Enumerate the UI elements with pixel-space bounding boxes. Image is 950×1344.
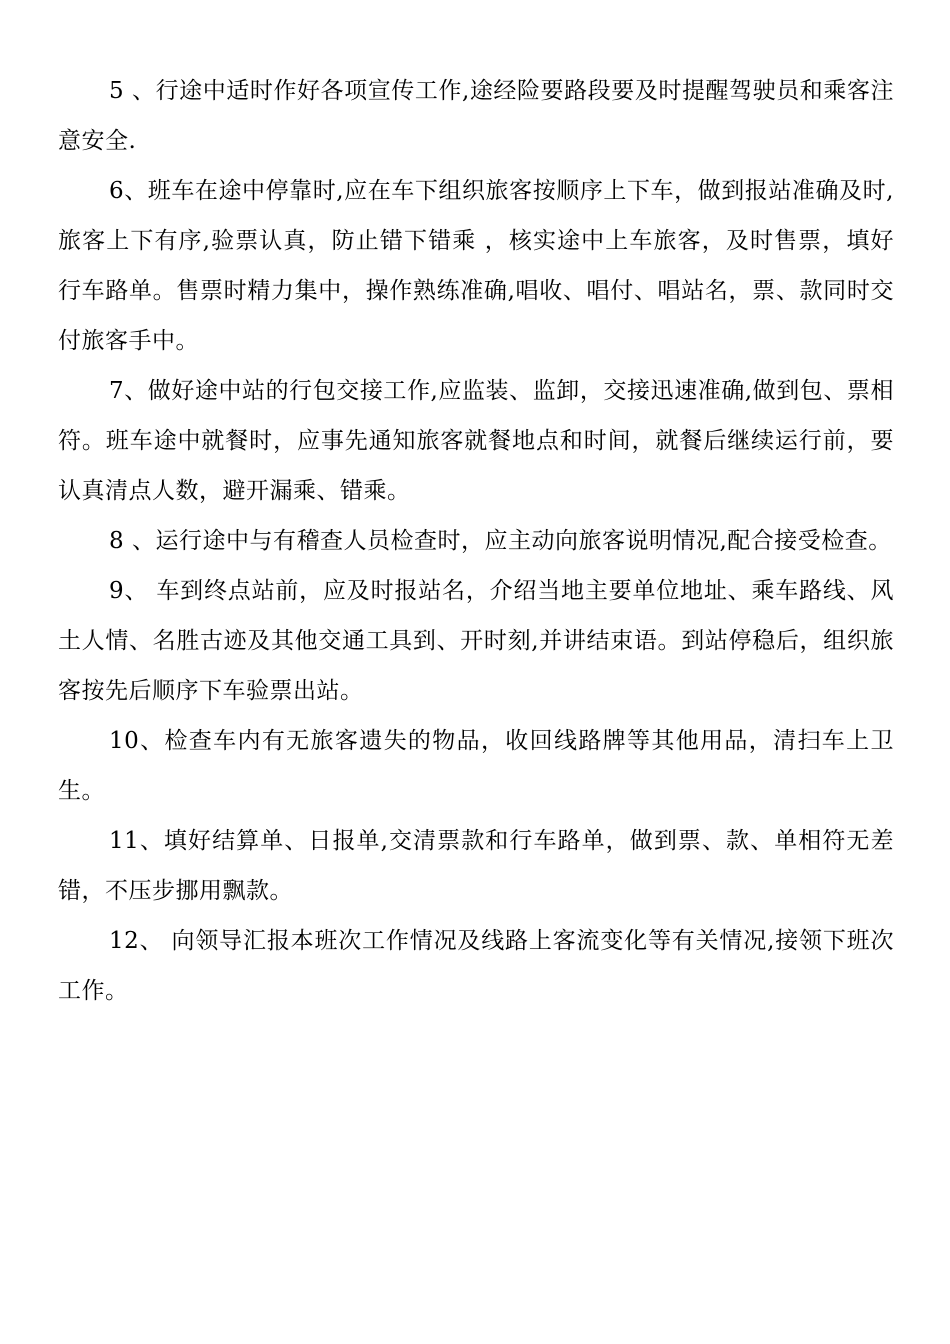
- document-body: [58, 66, 894, 1016]
- paragraph-item-7: 7、做好途中站的行包交接工作,应监装、监卸，交接迅速准确,做到包、票相符。班车途中就餐时，应事先通知旅客就餐地点和时间，就餐后继续运行前，要认真清点人数，避开漏乘、错乘。: [58, 378, 894, 504]
- paragraph-item-9: 9、 车到终点站前，应及时报站名，介绍当地主要单位地址、乘车路线、风土人情、名胜古迹及其他交通工具到、开时刻,并讲结束语。到站停稳后，组织旅客按先后顺序下车验票出站。: [58, 578, 894, 704]
- paragraph-item-10: 10、检查车内有无旅客遗失的物品，收回线路牌等其他用品，清扫车上卫生。: [58, 728, 894, 804]
- paragraph-item-12: 12、 向领导汇报本班次工作情况及线路上客流变化等有关情况,接领下班次工作。: [58, 928, 894, 1004]
- paragraph-item-6: 6、班车在途中停靠时,应在车下组织旅客按顺序上下车，做到报站准确及时,旅客上下有序,验票认真，防止错下错乘 ，核实途中上车旅客，及时售票，填好行车路单。售票时精力集中，操作熟练准确,唱收、唱付、唱站名，票、款同时交付旅客手中。: [58, 178, 894, 354]
- paragraph-item-11: 11、填好结算单、日报单,交清票款和行车路单，做到票、款、单相符无差错，不压步挪用飘款。: [58, 828, 894, 904]
- paragraph-item-8: 8 、运行途中与有稽查人员检查时，应主动向旅客说明情况,配合接受检查。: [109, 528, 892, 554]
- paragraph-item-5: 5 、行途中适时作好各项宣传工作,途经险要路段要及时提醒驾驶员和乘客注意安全.: [58, 78, 894, 154]
